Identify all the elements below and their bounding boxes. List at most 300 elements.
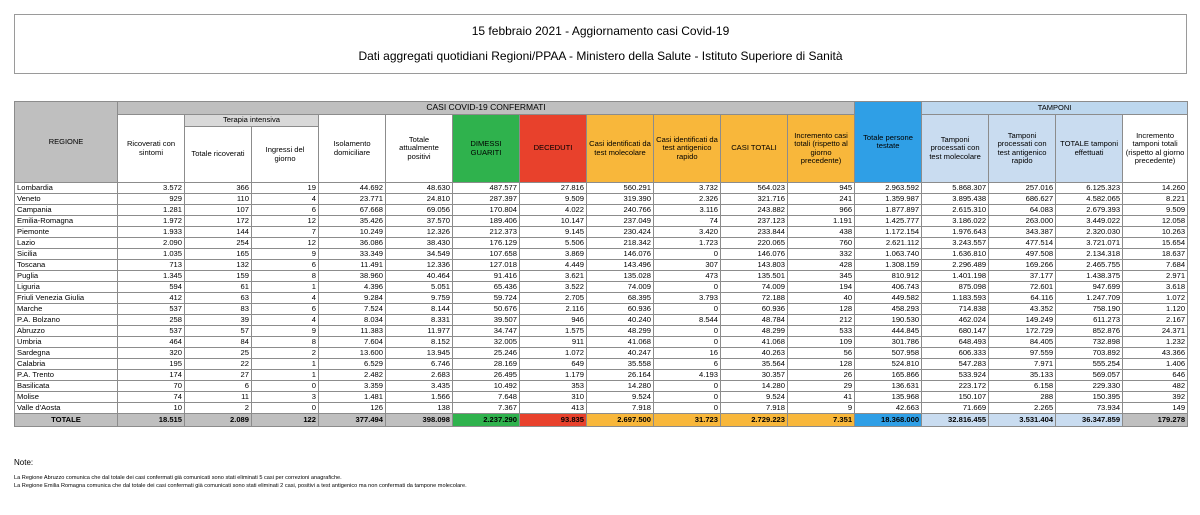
note-line: La Regione Abruzzo comunica che dal totale dei casi confermati già comunicati sono stati eliminati 5 casi per correzioni anagrafiche. [14, 475, 342, 481]
value-cell: 0 [252, 381, 319, 392]
value-cell: 64.116 [989, 293, 1056, 304]
value-cell: 3.869 [520, 249, 587, 260]
value-cell: 464 [118, 337, 185, 348]
value-cell: 10.147 [520, 216, 587, 227]
value-cell: 0 [654, 337, 721, 348]
value-cell: 1.359.987 [855, 194, 922, 205]
value-cell: 0 [654, 282, 721, 293]
table-row [15, 403, 1188, 414]
region-name-cell: Calabria [15, 359, 118, 370]
value-cell: 2.679.393 [1056, 205, 1123, 216]
value-cell: 44.692 [319, 183, 386, 194]
value-cell: 240.766 [587, 205, 654, 216]
region-header: REGIONE [15, 102, 118, 183]
report-title-box [14, 14, 1187, 74]
value-cell: 412 [118, 293, 185, 304]
value-cell: 1.406 [1123, 359, 1188, 370]
value-cell: 2.296.489 [922, 260, 989, 271]
value-cell: 1 [252, 359, 319, 370]
notes-section [14, 458, 467, 489]
value-cell: 7 [252, 227, 319, 238]
value-cell: 1.345 [118, 271, 185, 282]
value-cell: 458.293 [855, 304, 922, 315]
region-name-cell: P.A. Trento [15, 370, 118, 381]
value-cell: 26.164 [587, 370, 654, 381]
table-row [15, 348, 1188, 359]
value-cell: 11 [185, 392, 252, 403]
value-cell: 3.572 [118, 183, 185, 194]
value-cell: 3.420 [654, 227, 721, 238]
value-cell: 1.281 [118, 205, 185, 216]
value-cell: 136.631 [855, 381, 922, 392]
value-cell: 60.936 [587, 304, 654, 315]
value-cell: 648.493 [922, 337, 989, 348]
value-cell: 649 [520, 359, 587, 370]
value-cell: 332 [788, 249, 855, 260]
value-cell: 40.464 [386, 271, 453, 282]
value-cell: 1.308.159 [855, 260, 922, 271]
value-cell: 1.575 [520, 326, 587, 337]
value-cell: 310 [520, 392, 587, 403]
value-cell: 6 [252, 260, 319, 271]
value-cell: 71.669 [922, 403, 989, 414]
region-name-cell: Sardegna [15, 348, 118, 359]
value-cell: 41.068 [721, 337, 788, 348]
value-cell: 61 [185, 282, 252, 293]
value-cell: 594 [118, 282, 185, 293]
region-name-cell: Valle d'Aosta [15, 403, 118, 414]
value-cell: 138 [386, 403, 453, 414]
value-cell: 3.732 [654, 183, 721, 194]
value-cell: 606.333 [922, 348, 989, 359]
value-cell: 26 [788, 370, 855, 381]
value-cell: 2.971 [1123, 271, 1188, 282]
value-cell: 1.723 [654, 238, 721, 249]
value-cell: 8 [252, 271, 319, 282]
value-cell: 760 [788, 238, 855, 249]
value-cell: 507.958 [855, 348, 922, 359]
value-cell: 29 [788, 381, 855, 392]
value-cell: 3.522 [520, 282, 587, 293]
value-cell: 165 [185, 249, 252, 260]
value-cell: 732.898 [1056, 337, 1123, 348]
value-cell: 48.299 [721, 326, 788, 337]
value-cell: 2.320.030 [1056, 227, 1123, 238]
value-cell: 36.086 [319, 238, 386, 249]
table-body [15, 183, 1188, 427]
value-cell: 6.158 [989, 381, 1056, 392]
value-cell: 25.246 [453, 348, 520, 359]
value-cell: 68.395 [587, 293, 654, 304]
value-cell: 74 [654, 216, 721, 227]
total-value-cell: 2.237.290 [453, 414, 520, 427]
value-cell: 23.771 [319, 194, 386, 205]
value-cell: 4.396 [319, 282, 386, 293]
table-row [15, 249, 1188, 260]
value-cell: 569.057 [1056, 370, 1123, 381]
value-cell: 1.933 [118, 227, 185, 238]
value-cell: 2 [252, 348, 319, 359]
covid-data-table [14, 101, 1188, 427]
value-cell: 12.326 [386, 227, 453, 238]
value-cell: 555.254 [1056, 359, 1123, 370]
value-cell: 287.397 [453, 194, 520, 205]
value-cell: 128 [788, 359, 855, 370]
value-cell: 25 [185, 348, 252, 359]
table-row [15, 216, 1188, 227]
value-cell: 41 [788, 392, 855, 403]
value-cell: 320 [118, 348, 185, 359]
value-cell: 6.529 [319, 359, 386, 370]
value-cell: 345 [788, 271, 855, 282]
value-cell: 1.247.709 [1056, 293, 1123, 304]
value-cell: 146.076 [721, 249, 788, 260]
value-cell: 713 [118, 260, 185, 271]
report-date-title: 15 febbraio 2021 - Aggiornamento casi Covid-19 [471, 24, 730, 38]
value-cell: 40.263 [721, 348, 788, 359]
value-cell: 37.177 [989, 271, 1056, 282]
value-cell: 428 [788, 260, 855, 271]
value-cell: 41.068 [587, 337, 654, 348]
value-cell: 945 [788, 183, 855, 194]
value-cell: 22 [185, 359, 252, 370]
value-cell: 392 [1123, 392, 1188, 403]
value-cell: 9.524 [721, 392, 788, 403]
value-cell: 189.406 [453, 216, 520, 227]
value-cell: 7.648 [453, 392, 520, 403]
value-cell: 4.193 [654, 370, 721, 381]
value-cell: 7.918 [587, 403, 654, 414]
table-row [15, 238, 1188, 249]
total-value-cell: 3.531.404 [989, 414, 1056, 427]
value-cell: 24.810 [386, 194, 453, 205]
value-cell: 6 [252, 304, 319, 315]
value-cell: 135.501 [721, 271, 788, 282]
value-cell: 39 [185, 315, 252, 326]
value-cell: 33.349 [319, 249, 386, 260]
value-cell: 8 [252, 337, 319, 348]
value-cell: 146.076 [587, 249, 654, 260]
value-cell: 107.658 [453, 249, 520, 260]
value-cell: 0 [654, 304, 721, 315]
value-cell: 12 [252, 238, 319, 249]
region-name-cell: Abruzzo [15, 326, 118, 337]
value-cell: 301.786 [855, 337, 922, 348]
value-cell: 966 [788, 205, 855, 216]
value-cell: 67.668 [319, 205, 386, 216]
value-cell: 72.188 [721, 293, 788, 304]
table-row [15, 381, 1188, 392]
value-cell: 946 [520, 315, 587, 326]
total-value-cell: 122 [252, 414, 319, 427]
value-cell: 65.436 [453, 282, 520, 293]
value-cell: 24.371 [1123, 326, 1188, 337]
value-cell: 0 [654, 392, 721, 403]
value-cell: 2.683 [386, 370, 453, 381]
value-cell: 12 [252, 216, 319, 227]
value-cell: 9.509 [1123, 205, 1188, 216]
value-cell: 1.179 [520, 370, 587, 381]
value-cell: 9.524 [587, 392, 654, 403]
value-cell: 38.960 [319, 271, 386, 282]
value-cell: 30.357 [721, 370, 788, 381]
total-label-cell: TOTALE [15, 414, 118, 427]
value-cell: 366 [185, 183, 252, 194]
value-cell: 18.637 [1123, 249, 1188, 260]
value-cell: 6.125.323 [1056, 183, 1123, 194]
value-cell: 237.123 [721, 216, 788, 227]
value-cell: 126 [319, 403, 386, 414]
value-cell: 149 [1123, 403, 1188, 414]
value-cell: 11.977 [386, 326, 453, 337]
value-cell: 9 [252, 326, 319, 337]
molecular-swabs-header: Tamponi processati con test molecolare [922, 115, 989, 183]
value-cell: 852.876 [1056, 326, 1123, 337]
value-cell: 12.058 [1123, 216, 1188, 227]
table-row [15, 205, 1188, 216]
table-row [15, 326, 1188, 337]
value-cell: 3.243.557 [922, 238, 989, 249]
value-cell: 686.627 [989, 194, 1056, 205]
value-cell: 413 [520, 403, 587, 414]
value-cell: 9.284 [319, 293, 386, 304]
value-cell: 2.963.592 [855, 183, 922, 194]
icu-total-header: Totale ricoverati [185, 127, 252, 183]
value-cell: 6 [654, 359, 721, 370]
value-cell: 83 [185, 304, 252, 315]
value-cell: 3.186.022 [922, 216, 989, 227]
value-cell: 43.352 [989, 304, 1056, 315]
value-cell: 2.615.310 [922, 205, 989, 216]
value-cell: 449.582 [855, 293, 922, 304]
value-cell: 194 [788, 282, 855, 293]
value-cell: 714.838 [922, 304, 989, 315]
value-cell: 487.577 [453, 183, 520, 194]
increment-swabs-header: Incremento tamponi totali (rispetto al giorno precedente) [1123, 115, 1188, 183]
value-cell: 11.491 [319, 260, 386, 271]
region-name-cell: Lazio [15, 238, 118, 249]
value-cell: 35.133 [989, 370, 1056, 381]
total-value-cell: 36.347.859 [1056, 414, 1123, 427]
value-cell: 5.868.307 [922, 183, 989, 194]
value-cell: 319.390 [587, 194, 654, 205]
value-cell: 14.280 [587, 381, 654, 392]
value-cell: 3.435 [386, 381, 453, 392]
value-cell: 16 [654, 348, 721, 359]
value-cell: 48.630 [386, 183, 453, 194]
region-name-cell: Marche [15, 304, 118, 315]
value-cell: 1.972 [118, 216, 185, 227]
value-cell: 144 [185, 227, 252, 238]
value-cell: 237.049 [587, 216, 654, 227]
value-cell: 2.116 [520, 304, 587, 315]
value-cell: 11.383 [319, 326, 386, 337]
value-cell: 929 [118, 194, 185, 205]
value-cell: 7.918 [721, 403, 788, 414]
region-name-cell: Campania [15, 205, 118, 216]
total-value-cell: 398.098 [386, 414, 453, 427]
value-cell: 3.449.022 [1056, 216, 1123, 227]
region-name-cell: Umbria [15, 337, 118, 348]
table-row [15, 227, 1188, 238]
value-cell: 149.249 [989, 315, 1056, 326]
value-cell: 159 [185, 271, 252, 282]
value-cell: 9.145 [520, 227, 587, 238]
value-cell: 353 [520, 381, 587, 392]
region-name-cell: Lombardia [15, 183, 118, 194]
region-name-cell: Piemonte [15, 227, 118, 238]
value-cell: 64.083 [989, 205, 1056, 216]
value-cell: 150.107 [922, 392, 989, 403]
value-cell: 7.524 [319, 304, 386, 315]
value-cell: 143.803 [721, 260, 788, 271]
value-cell: 8.144 [386, 304, 453, 315]
icu-subgroup-header: Terapia intensiva [185, 115, 319, 127]
value-cell: 1 [252, 370, 319, 381]
value-cell: 35.426 [319, 216, 386, 227]
value-cell: 220.065 [721, 238, 788, 249]
value-cell: 646 [1123, 370, 1188, 381]
value-cell: 758.190 [1056, 304, 1123, 315]
value-cell: 74.009 [587, 282, 654, 293]
value-cell: 2.265 [989, 403, 1056, 414]
value-cell: 4.582.065 [1056, 194, 1123, 205]
note-line: La Regione Emilia Romagna comunica che dal totale dei casi confermati già comunicati sono stati eliminati 2 casi, positivi a test antigenico ma non confermati da tampone molecolare. [14, 483, 467, 489]
value-cell: 48.299 [587, 326, 654, 337]
value-cell: 27 [185, 370, 252, 381]
region-name-cell: P.A. Bolzano [15, 315, 118, 326]
value-cell: 2 [185, 403, 252, 414]
value-cell: 14.280 [721, 381, 788, 392]
value-cell: 524.810 [855, 359, 922, 370]
value-cell: 263.000 [989, 216, 1056, 227]
value-cell: 444.845 [855, 326, 922, 337]
value-cell: 172 [185, 216, 252, 227]
value-cell: 3.618 [1123, 282, 1188, 293]
value-cell: 680.147 [922, 326, 989, 337]
value-cell: 7.971 [989, 359, 1056, 370]
total-value-cell: 31.723 [654, 414, 721, 427]
value-cell: 5.051 [386, 282, 453, 293]
value-cell: 875.098 [922, 282, 989, 293]
value-cell: 1.120 [1123, 304, 1188, 315]
region-name-cell: Sicilia [15, 249, 118, 260]
value-cell: 10 [118, 403, 185, 414]
value-cell: 28.169 [453, 359, 520, 370]
value-cell: 477.514 [989, 238, 1056, 249]
table-row [15, 370, 1188, 381]
value-cell: 1.063.740 [855, 249, 922, 260]
table-row [15, 183, 1188, 194]
value-cell: 497.508 [989, 249, 1056, 260]
value-cell: 321.716 [721, 194, 788, 205]
value-cell: 10.492 [453, 381, 520, 392]
value-cell: 7.604 [319, 337, 386, 348]
value-cell: 60.936 [721, 304, 788, 315]
value-cell: 135.028 [587, 271, 654, 282]
value-cell: 190.530 [855, 315, 922, 326]
value-cell: 3.359 [319, 381, 386, 392]
value-cell: 1.172.154 [855, 227, 922, 238]
value-cell: 533.924 [922, 370, 989, 381]
value-cell: 0 [654, 326, 721, 337]
value-cell: 212.373 [453, 227, 520, 238]
table-row [15, 337, 1188, 348]
value-cell: 91.416 [453, 271, 520, 282]
home-isolation-header: Isolamento domiciliare [319, 115, 386, 183]
value-cell: 9.759 [386, 293, 453, 304]
value-cell: 0 [252, 403, 319, 414]
value-cell: 57 [185, 326, 252, 337]
total-value-cell: 2.089 [185, 414, 252, 427]
value-cell: 63 [185, 293, 252, 304]
total-value-cell: 2.729.223 [721, 414, 788, 427]
deceased-header: DECEDUTI [520, 115, 587, 183]
value-cell: 5.506 [520, 238, 587, 249]
value-cell: 1.401.198 [922, 271, 989, 282]
value-cell: 12.336 [386, 260, 453, 271]
value-cell: 35.564 [721, 359, 788, 370]
value-cell: 50.676 [453, 304, 520, 315]
value-cell: 135.968 [855, 392, 922, 403]
value-cell: 537 [118, 326, 185, 337]
value-cell: 14.260 [1123, 183, 1188, 194]
value-cell: 611.273 [1056, 315, 1123, 326]
value-cell: 1.232 [1123, 337, 1188, 348]
value-cell: 132 [185, 260, 252, 271]
region-name-cell: Basilicata [15, 381, 118, 392]
value-cell: 48.784 [721, 315, 788, 326]
value-cell: 8.152 [386, 337, 453, 348]
value-cell: 218.342 [587, 238, 654, 249]
table-row [15, 282, 1188, 293]
recovered-header: DIMESSI GUARITI [453, 115, 520, 183]
value-cell: 4 [252, 194, 319, 205]
molecular-cases-header: Casi identificati da test molecolare [587, 115, 654, 183]
value-cell: 40 [788, 293, 855, 304]
value-cell: 84.405 [989, 337, 1056, 348]
value-cell: 59.724 [453, 293, 520, 304]
value-cell: 1.566 [386, 392, 453, 403]
table-row [15, 271, 1188, 282]
total-value-cell: 32.816.455 [922, 414, 989, 427]
value-cell: 7.684 [1123, 260, 1188, 271]
value-cell: 3.621 [520, 271, 587, 282]
value-cell: 3.793 [654, 293, 721, 304]
value-cell: 35.558 [587, 359, 654, 370]
value-cell: 4 [252, 315, 319, 326]
total-row [15, 414, 1188, 427]
value-cell: 1.183.593 [922, 293, 989, 304]
value-cell: 110 [185, 194, 252, 205]
value-cell: 241 [788, 194, 855, 205]
value-cell: 8.544 [654, 315, 721, 326]
total-value-cell: 18.368.000 [855, 414, 922, 427]
value-cell: 911 [520, 337, 587, 348]
value-cell: 174 [118, 370, 185, 381]
value-cell: 230.424 [587, 227, 654, 238]
table-row [15, 359, 1188, 370]
value-cell: 243.882 [721, 205, 788, 216]
total-value-cell: 179.278 [1123, 414, 1188, 427]
value-cell: 2.482 [319, 370, 386, 381]
value-cell: 547.283 [922, 359, 989, 370]
hospitalized-header: Ricoverati con sintomi [118, 115, 185, 183]
value-cell: 3.721.071 [1056, 238, 1123, 249]
value-cell: 343.387 [989, 227, 1056, 238]
value-cell: 2.134.318 [1056, 249, 1123, 260]
region-name-cell: Liguria [15, 282, 118, 293]
